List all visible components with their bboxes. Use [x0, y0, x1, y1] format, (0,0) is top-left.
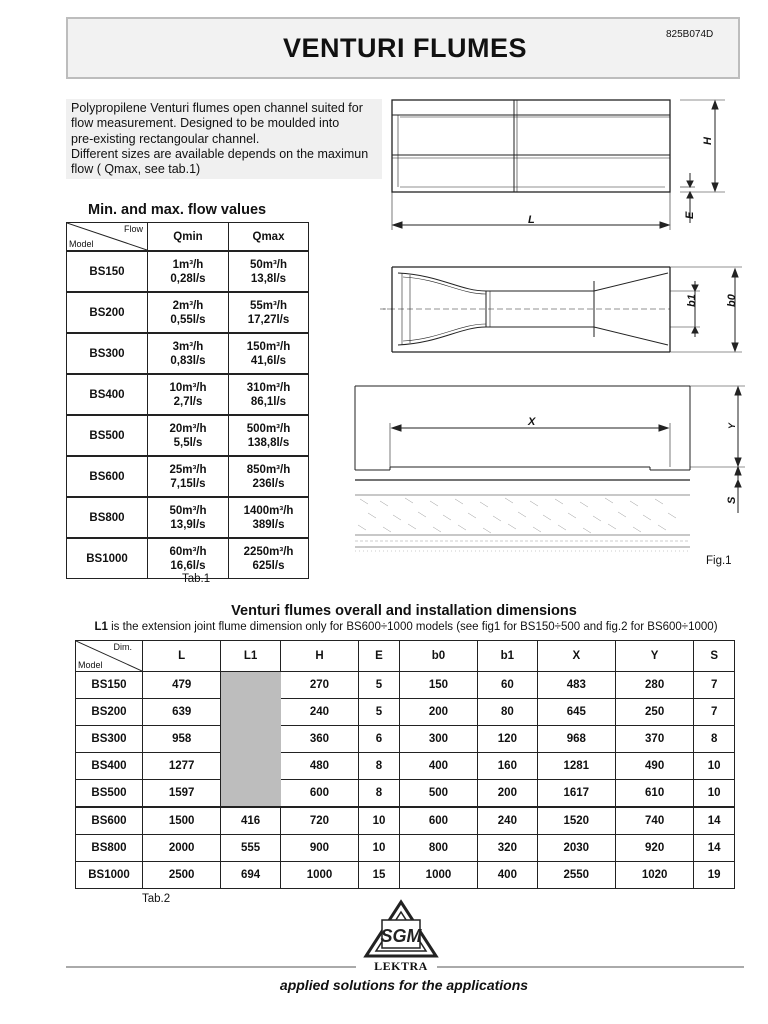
dim-cell: 15	[359, 862, 400, 889]
dim-cell: 14	[694, 807, 735, 835]
dim-cell: 5	[359, 672, 400, 699]
dimensions-header-row	[76, 641, 735, 672]
model-cell: BS600	[76, 807, 143, 835]
dimensions-title: Venturi flumes overall and installation dimensions	[231, 603, 577, 619]
page-title: VENTURI FLUMES	[282, 33, 527, 63]
dim-cell: 1281	[537, 753, 615, 780]
model-cell: BS1000	[67, 538, 148, 579]
dim-cell: 60	[478, 672, 537, 699]
flow-ls-value: 2,7l/s	[173, 395, 203, 408]
dim-cell: 80	[478, 699, 537, 726]
table-row	[67, 456, 309, 497]
flow-table	[66, 222, 309, 579]
flow-ls-value: 7,15l/s	[170, 477, 206, 490]
dim-cell: 483	[537, 672, 615, 699]
flow-ls-value: 86,1l/s	[250, 395, 287, 408]
product-description	[66, 99, 382, 179]
footer-rule	[437, 966, 744, 968]
model-cell: BS500	[76, 780, 143, 808]
table-row	[76, 753, 735, 780]
flow-m3h-value: 850m³/h	[246, 463, 291, 476]
model-cell: BS800	[76, 835, 143, 862]
dim-cell: 479	[143, 672, 221, 699]
label-h: H	[702, 137, 714, 145]
dim-cell: 270	[280, 672, 358, 699]
model-cell: BS1000	[76, 862, 143, 889]
dim-cell: 8	[694, 726, 735, 753]
dim-cell: 800	[399, 835, 477, 862]
document-code: 825B074D	[666, 29, 714, 40]
model-cell: BS600	[67, 456, 148, 497]
sgm-lektra-logo	[362, 898, 440, 960]
label-s: S	[726, 496, 738, 504]
side-view-drawing	[392, 100, 725, 230]
title-box	[66, 17, 740, 79]
dim-cell: 10	[359, 807, 400, 835]
flow-ls-value: 389l/s	[252, 518, 285, 531]
logo-letters: SGM	[380, 926, 422, 946]
model-cell: BS300	[67, 333, 148, 374]
qmin-cell	[148, 251, 229, 292]
flow-ls-value: 0,83l/s	[170, 354, 206, 367]
flow-ls-value: 13,9l/s	[170, 518, 206, 531]
model-cell: BS400	[67, 374, 148, 415]
model-cell: BS150	[67, 251, 148, 292]
flow-m3h-value: 50m³/h	[169, 504, 207, 517]
note-text: is the extension joint flume dimension only for BS600÷1000 models (see fig1 for BS150÷500 and fig.2 for BS600÷1000)	[107, 621, 718, 633]
dim-cell: 7	[694, 672, 735, 699]
model-cell: BS200	[67, 292, 148, 333]
dim-cell: 720	[280, 807, 358, 835]
col-header-y: Y	[615, 641, 693, 672]
corner-bottom-label: Model	[69, 239, 94, 249]
label-b1: b1	[686, 294, 698, 307]
table-row	[76, 835, 735, 862]
qmin-cell	[148, 333, 229, 374]
dimensions-table-body	[76, 672, 735, 889]
dim-cell: 250	[615, 699, 693, 726]
footer-rule	[66, 966, 356, 968]
qmin-cell	[148, 415, 229, 456]
tagline: applied solutions for the applications	[279, 977, 529, 993]
table-row	[67, 251, 309, 292]
dim-cell: 200	[478, 780, 537, 808]
dim-cell: 600	[280, 780, 358, 808]
logo-brand: LEKTRA	[374, 959, 428, 973]
dim-table-corner	[76, 641, 143, 672]
dim-cell: 694	[221, 862, 280, 889]
dim-cell: 958	[143, 726, 221, 753]
dimensions-table	[75, 640, 735, 889]
dim-cell: 2550	[537, 862, 615, 889]
description-line: flow measurement. Designed to be moulded into	[71, 116, 340, 131]
dimensions-note	[0, 621, 768, 633]
label-e: E	[684, 211, 696, 219]
table-row	[67, 415, 309, 456]
col-header-l: L	[143, 641, 221, 672]
dim-cell: 900	[280, 835, 358, 862]
label-b0: b0	[726, 294, 738, 307]
dim-cell	[221, 726, 280, 753]
col-header-b0: b0	[399, 641, 477, 672]
table-row	[67, 292, 309, 333]
dim-cell: 2030	[537, 835, 615, 862]
col-header-l1: L1	[221, 641, 280, 672]
label-y: Y	[727, 422, 737, 429]
dim-cell	[221, 780, 280, 808]
flow-ls-value: 0,28l/s	[170, 272, 206, 285]
col-header-x: X	[537, 641, 615, 672]
dim-cell	[221, 753, 280, 780]
col-header-b1: b1	[478, 641, 537, 672]
flow-ls-value: 0,55l/s	[170, 313, 206, 326]
dim-cell	[221, 699, 280, 726]
table-row	[67, 497, 309, 538]
dim-cell: 1520	[537, 807, 615, 835]
dim-cell: 2500	[143, 862, 221, 889]
flow-m3h-value: 50m³/h	[249, 258, 288, 271]
qmin-cell	[148, 292, 229, 333]
col-header-s: S	[694, 641, 735, 672]
label-x: X	[528, 416, 536, 428]
qmin-cell	[148, 497, 229, 538]
dim-cell: 500	[399, 780, 477, 808]
qmax-cell	[229, 251, 309, 292]
table-row	[76, 672, 735, 699]
flow-table-corner	[67, 223, 148, 252]
qmax-cell	[229, 374, 309, 415]
qmax-cell	[229, 538, 309, 579]
col-header-h: H	[280, 641, 358, 672]
dim-cell: 360	[280, 726, 358, 753]
corner-top-label: Dim.	[113, 642, 132, 652]
model-cell: BS500	[67, 415, 148, 456]
table-row	[76, 699, 735, 726]
flow-m3h-value: 150m³/h	[246, 340, 291, 353]
col-header-e: E	[359, 641, 400, 672]
flow-m3h-value: 500m³/h	[246, 422, 291, 435]
flow-ls-value: 41,6l/s	[250, 354, 287, 367]
table-row	[67, 374, 309, 415]
dim-cell: 10	[694, 780, 735, 808]
table-caption: Tab.1	[182, 573, 211, 585]
dim-cell: 1277	[143, 753, 221, 780]
dim-cell: 480	[280, 753, 358, 780]
flow-table-heading: Min. and max. flow values	[88, 202, 267, 218]
table-row	[76, 726, 735, 753]
flow-ls-value: 16,6l/s	[170, 559, 206, 572]
plan-view-drawing	[380, 267, 742, 352]
model-cell: BS150	[76, 672, 143, 699]
dim-cell: 416	[221, 807, 280, 835]
corner-top-label: Flow	[123, 224, 143, 234]
qmin-cell	[148, 456, 229, 497]
qmin-cell	[148, 374, 229, 415]
dim-cell: 5	[359, 699, 400, 726]
dim-cell: 10	[694, 753, 735, 780]
dim-cell: 740	[615, 807, 693, 835]
dim-cell: 160	[478, 753, 537, 780]
dim-cell: 200	[399, 699, 477, 726]
dim-cell: 600	[399, 807, 477, 835]
flow-m3h-value: 60m³/h	[169, 545, 207, 558]
table-row	[76, 862, 735, 889]
model-cell: BS200	[76, 699, 143, 726]
dim-cell: 10	[359, 835, 400, 862]
dim-cell	[221, 672, 280, 699]
flow-m3h-value: 20m³/h	[169, 422, 207, 435]
model-cell: BS400	[76, 753, 143, 780]
flow-ls-value: 138,8l/s	[247, 436, 290, 449]
table-row	[76, 780, 735, 808]
dim-cell: 370	[615, 726, 693, 753]
flow-ls-value: 5,5l/s	[173, 436, 203, 449]
label-l: L	[528, 214, 535, 226]
description-line: pre-existing rectangoular channel.	[71, 131, 260, 146]
description-line: flow ( Qmax, see tab.1)	[71, 162, 201, 177]
dim-cell: 14	[694, 835, 735, 862]
dim-cell: 1000	[399, 862, 477, 889]
flow-table-body	[67, 251, 309, 579]
flow-m3h-value: 25m³/h	[169, 463, 207, 476]
dim-cell: 8	[359, 753, 400, 780]
qmax-cell	[229, 333, 309, 374]
description-line: Different sizes are available depends on the maximun	[71, 146, 369, 161]
flow-m3h-value: 10m³/h	[169, 381, 207, 394]
flow-m3h-value: 3m³/h	[172, 340, 204, 353]
flow-m3h-value: 2m³/h	[172, 299, 204, 312]
dim-cell: 1020	[615, 862, 693, 889]
qmax-cell	[229, 415, 309, 456]
technical-drawing	[350, 95, 750, 575]
dim-cell: 610	[615, 780, 693, 808]
model-cell: BS300	[76, 726, 143, 753]
dim-cell: 7	[694, 699, 735, 726]
table-row	[67, 333, 309, 374]
dim-cell: 1000	[280, 862, 358, 889]
dim-cell: 6	[359, 726, 400, 753]
dim-cell: 1500	[143, 807, 221, 835]
flow-m3h-value: 1m³/h	[172, 258, 204, 271]
dim-cell: 300	[399, 726, 477, 753]
corner-bottom-label: Model	[78, 660, 103, 670]
dim-cell: 968	[537, 726, 615, 753]
dim-cell: 920	[615, 835, 693, 862]
dim-cell: 645	[537, 699, 615, 726]
dim-cell: 2000	[143, 835, 221, 862]
figure-caption: Fig.1	[706, 555, 732, 567]
dim-cell: 490	[615, 753, 693, 780]
flow-m3h-value: 1400m³/h	[243, 504, 294, 517]
table-row	[76, 807, 735, 835]
qmax-cell	[229, 456, 309, 497]
dim-cell: 150	[399, 672, 477, 699]
flow-ls-value: 13,8l/s	[250, 272, 287, 285]
qmax-cell	[229, 497, 309, 538]
flow-m3h-value: 310m³/h	[246, 381, 291, 394]
qmax-cell	[229, 292, 309, 333]
dim-cell: 320	[478, 835, 537, 862]
dim-cell: 639	[143, 699, 221, 726]
flow-m3h-value: 2250m³/h	[243, 545, 294, 558]
dim-cell: 555	[221, 835, 280, 862]
dim-cell: 280	[615, 672, 693, 699]
dim-cell: 19	[694, 862, 735, 889]
table-caption: Tab.2	[142, 893, 171, 905]
model-cell: BS800	[67, 497, 148, 538]
dim-cell: 8	[359, 780, 400, 808]
col-header-qmin: Qmin	[148, 223, 229, 252]
flow-ls-value: 625l/s	[252, 559, 285, 572]
description-line: Polypropilene Venturi flumes open channel suited for	[71, 101, 363, 115]
dim-cell: 1617	[537, 780, 615, 808]
dim-cell: 240	[478, 807, 537, 835]
installation-section-drawing	[355, 386, 745, 551]
flow-ls-value: 236l/s	[252, 477, 285, 490]
dim-cell: 1597	[143, 780, 221, 808]
dim-cell: 120	[478, 726, 537, 753]
dim-cell: 400	[478, 862, 537, 889]
dim-cell: 400	[399, 753, 477, 780]
flow-ls-value: 17,27l/s	[247, 313, 290, 326]
dim-cell: 240	[280, 699, 358, 726]
note-bold-term: L1	[94, 621, 108, 633]
flow-m3h-value: 55m³/h	[249, 299, 288, 312]
col-header-qmax: Qmax	[229, 223, 309, 252]
